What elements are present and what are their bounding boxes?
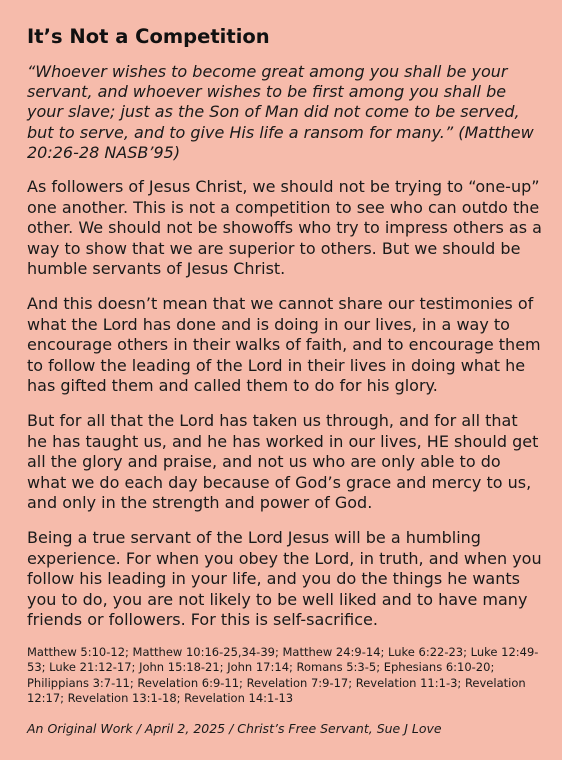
scripture-quote: “Whoever wishes to become great among you shall be your servant, and whoever wishes to be first among you shall be your slave; just as the Son of Man did not come to be served, but to serve, and to give His life a ransom for many.” (Matthew 20:26-28 NASB’95)	[27, 62, 534, 162]
scripture-references: Matthew 5:10-12; Matthew 10:16-25,34-39; Matthew 24:9-14; Luke 6:22-23; Luke 12:49-53; Luke 21:12-17; John 15:18-21; John 17:14; Romans 5:3-5; Ephesians 6:10-20; Philippians 3:7-11; Revelation 6:9-11; Revelation 7:9-17; Revelation 11:1-3; Revelation 12:17; Revelation 13:1-18; Revelation 14:1-13	[27, 644, 539, 706]
paragraph-4: Being a true servant of the Lord Jesus will be a humbling experience. For when you obey the Lord, in truth, and when you follow his leading in your life, and you do the things he wants you to do, you are not likely to be well liked and to have many friends or followers. For this is self-sacrifice.	[27, 527, 542, 630]
paragraph-3: But for all that the Lord has taken us through, and for all that he has taught us, and he has worked in our lives, HE should get all the glory and praise, and not us who are only able to do what we do each day because of God’s grace and mercy to us, and only in the strength and power of God.	[27, 410, 539, 513]
paragraph-2: And this doesn’t mean that we cannot share our testimonies of what the Lord has done and is doing in our lives, in a way to encourage others in their walks of faith, and to encourage them to follow the leading of the Lord in their lives in doing what he has gifted them and called them to do for his glory.	[27, 293, 541, 396]
paragraph-1: As followers of Jesus Christ, we should not be trying to “one-up” one another. This is not a competition to see who can outdo the other. We should not be showoffs who try to impress others as a way to show that we are superior to others. But we should be humble servants of Jesus Christ.	[27, 177, 542, 279]
author-signature: An Original Work / April 2, 2025 / Christ’s Free Servant, Sue J Love	[27, 720, 442, 736]
article-title: It’s Not a Competition	[27, 25, 270, 48]
